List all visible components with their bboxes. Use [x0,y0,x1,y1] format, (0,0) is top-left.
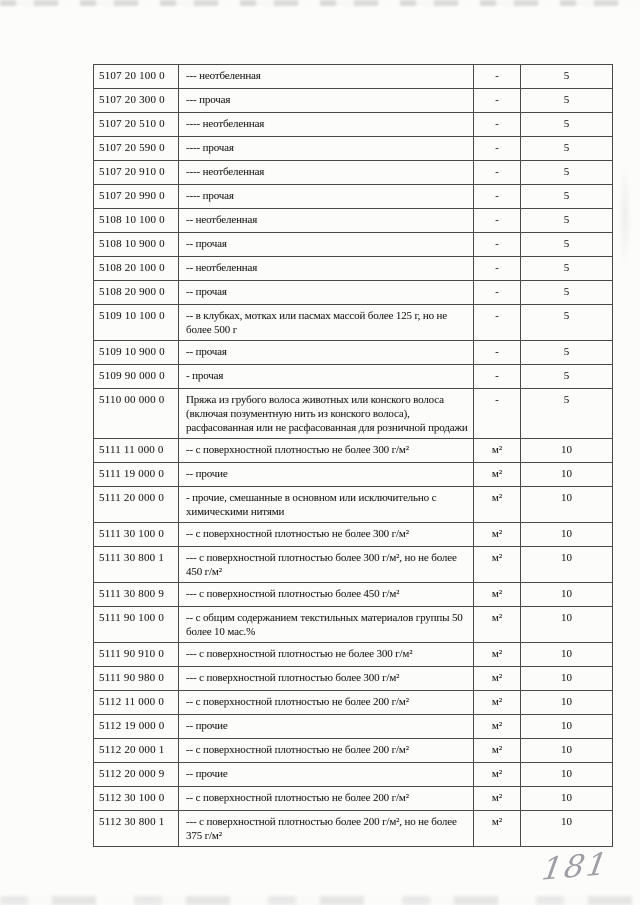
cell-unit: м² [474,667,521,691]
cell-unit: м² [474,763,521,787]
cell-code: 5109 10 100 0 [94,305,179,341]
cell-code: 5109 90 000 0 [94,365,179,389]
cell-code: 5112 30 100 0 [94,787,179,811]
cell-description: -- с поверхностной плотностью не более 200 г/м² [179,787,474,811]
cell-code: 5112 20 000 1 [94,739,179,763]
cell-unit: м² [474,691,521,715]
cell-description: --- прочая [179,89,474,113]
cell-description: ---- прочая [179,137,474,161]
cell-description: ---- прочая [179,185,474,209]
cell-code: 5108 10 100 0 [94,209,179,233]
table-row [94,161,613,185]
cell-rate: 10 [521,463,613,487]
cell-code: 5111 11 000 0 [94,439,179,463]
table-row [94,763,613,787]
cell-rate: 5 [521,281,613,305]
cell-description: --- с поверхностной плотностью более 300 г/м² [179,667,474,691]
cell-unit: - [474,233,521,257]
cell-description: -- прочая [179,341,474,365]
cell-description: -- неотбеленная [179,257,474,281]
cell-unit: - [474,305,521,341]
cell-unit: - [474,281,521,305]
cell-rate: 10 [521,523,613,547]
cell-code: 5107 20 910 0 [94,161,179,185]
scan-noise-top [0,0,640,6]
cell-rate: 5 [521,305,613,341]
cell-rate: 10 [521,547,613,583]
cell-rate: 10 [521,787,613,811]
cell-code: 5111 30 100 0 [94,523,179,547]
cell-rate: 10 [521,643,613,667]
scan-noise-bottom [0,896,640,905]
cell-rate: 5 [521,365,613,389]
cell-description: --- неотбеленная [179,65,474,89]
cell-code: 5111 20 000 0 [94,487,179,523]
cell-rate: 10 [521,763,613,787]
table-row [94,305,613,341]
cell-unit: м² [474,487,521,523]
cell-description: -- с поверхностной плотностью не более 200 г/м² [179,739,474,763]
cell-code: 5107 20 300 0 [94,89,179,113]
cell-description: ---- неотбеленная [179,113,474,137]
cell-unit: м² [474,811,521,847]
table-row [94,547,613,583]
cell-rate: 5 [521,389,613,439]
table-row [94,341,613,365]
cell-description: -- прочая [179,281,474,305]
cell-rate: 10 [521,739,613,763]
table-row [94,811,613,847]
cell-rate: 10 [521,691,613,715]
cell-rate: 5 [521,209,613,233]
cell-unit: м² [474,439,521,463]
cell-description: -- прочие [179,715,474,739]
cell-description: -- с поверхностной плотностью не более 300 г/м² [179,523,474,547]
cell-description: Пряжа из грубого волоса животных или конского волоса (включая позументную нить из конского волоса), расфасованная или не расфасованная для розничной продажи [179,389,474,439]
cell-description: - прочая [179,365,474,389]
cell-code: 5108 10 900 0 [94,233,179,257]
tariff-table-body [94,65,613,847]
cell-rate: 5 [521,113,613,137]
table-row [94,463,613,487]
table-row [94,185,613,209]
cell-description: -- неотбеленная [179,209,474,233]
table-row [94,739,613,763]
table-row [94,487,613,523]
cell-unit: - [474,365,521,389]
cell-rate: 5 [521,161,613,185]
cell-unit: - [474,257,521,281]
table-row [94,787,613,811]
table-row [94,643,613,667]
cell-unit: м² [474,643,521,667]
cell-code: 5111 90 100 0 [94,607,179,643]
cell-code: 5107 20 100 0 [94,65,179,89]
cell-unit: м² [474,463,521,487]
cell-code: 5112 19 000 0 [94,715,179,739]
cell-rate: 10 [521,811,613,847]
table-row [94,209,613,233]
cell-code: 5107 20 510 0 [94,113,179,137]
cell-unit: - [474,389,521,439]
cell-code: 5112 11 000 0 [94,691,179,715]
table-row [94,233,613,257]
table-row [94,691,613,715]
cell-rate: 10 [521,715,613,739]
cell-description: -- прочие [179,463,474,487]
cell-rate: 10 [521,607,613,643]
table-row [94,137,613,161]
cell-description: -- прочие [179,763,474,787]
cell-description: ---- неотбеленная [179,161,474,185]
handwritten-page-number: 181 [539,846,612,888]
cell-code: 5109 10 900 0 [94,341,179,365]
cell-rate: 10 [521,667,613,691]
cell-code: 5110 00 000 0 [94,389,179,439]
cell-unit: м² [474,787,521,811]
cell-unit: - [474,65,521,89]
cell-rate: 5 [521,185,613,209]
cell-rate: 10 [521,439,613,463]
cell-code: 5111 30 800 1 [94,547,179,583]
cell-unit: - [474,113,521,137]
table-row [94,257,613,281]
cell-description: -- с поверхностной плотностью не более 200 г/м² [179,691,474,715]
cell-unit: м² [474,607,521,643]
cell-unit: м² [474,583,521,607]
cell-description: --- с поверхностной плотностью более 300 г/м², но не более 450 г/м² [179,547,474,583]
table-row [94,667,613,691]
cell-rate: 5 [521,137,613,161]
table-row [94,607,613,643]
cell-code: 5107 20 990 0 [94,185,179,209]
cell-unit: - [474,185,521,209]
cell-description: - прочие, смешанные в основном или исключительно с химическими нитями [179,487,474,523]
cell-code: 5111 19 000 0 [94,463,179,487]
cell-rate: 5 [521,341,613,365]
cell-code: 5111 90 980 0 [94,667,179,691]
cell-description: --- с поверхностной плотностью более 200 г/м², но не более 375 г/м² [179,811,474,847]
cell-unit: м² [474,547,521,583]
cell-description: -- прочая [179,233,474,257]
table-row [94,583,613,607]
cell-unit: - [474,209,521,233]
cell-description: --- с поверхностной плотностью не более 300 г/м² [179,643,474,667]
cell-unit: м² [474,739,521,763]
table-row [94,715,613,739]
cell-rate: 5 [521,233,613,257]
cell-unit: - [474,341,521,365]
cell-description: -- в клубках, мотках или пасмах массой более 125 г, но не более 500 г [179,305,474,341]
table-row [94,389,613,439]
cell-unit: - [474,137,521,161]
cell-rate: 10 [521,487,613,523]
cell-rate: 5 [521,89,613,113]
cell-description: --- с поверхностной плотностью более 450 г/м² [179,583,474,607]
cell-description: -- с поверхностной плотностью не более 300 г/м² [179,439,474,463]
scan-smudge-right [618,140,632,290]
cell-unit: - [474,89,521,113]
cell-code: 5108 20 100 0 [94,257,179,281]
table-row [94,65,613,89]
table-row [94,281,613,305]
tariff-code-table [93,64,613,847]
table-row [94,89,613,113]
cell-code: 5112 30 800 1 [94,811,179,847]
cell-code: 5111 30 800 9 [94,583,179,607]
cell-code: 5111 90 910 0 [94,643,179,667]
cell-rate: 10 [521,583,613,607]
cell-code: 5107 20 590 0 [94,137,179,161]
cell-description: -- с общим содержанием текстильных материалов группы 50 более 10 мас.% [179,607,474,643]
cell-code: 5112 20 000 9 [94,763,179,787]
cell-rate: 5 [521,257,613,281]
table-row [94,523,613,547]
cell-code: 5108 20 900 0 [94,281,179,305]
table-row [94,365,613,389]
table-row [94,439,613,463]
cell-unit: м² [474,523,521,547]
cell-rate: 5 [521,65,613,89]
cell-unit: м² [474,715,521,739]
cell-unit: - [474,161,521,185]
table-row [94,113,613,137]
